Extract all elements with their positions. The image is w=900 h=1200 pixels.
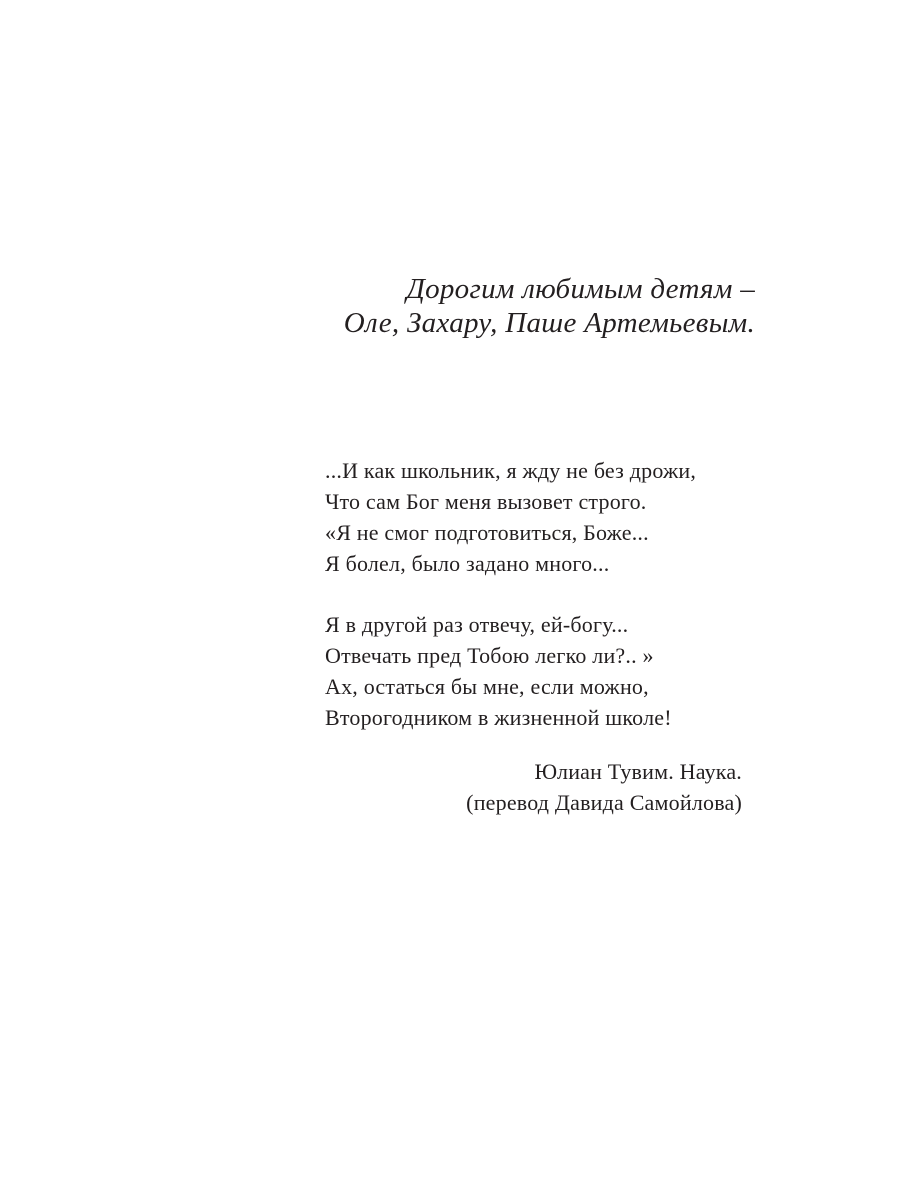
dedication bbox=[344, 272, 755, 340]
translator-credit: (перевод Давида Самойлова) bbox=[466, 790, 742, 815]
poem-stanza bbox=[325, 609, 696, 733]
poem-stanza bbox=[325, 455, 696, 579]
dedication-line: Дорогим любимым детям – bbox=[406, 273, 755, 305]
epigraph-poem bbox=[325, 455, 696, 733]
poem-line: Что сам Бог меня вызовет строго. bbox=[325, 489, 647, 514]
author-and-work: Юлиан Тувим. Наука. bbox=[534, 759, 742, 784]
poem-line: Я болел, было задано много... bbox=[325, 551, 610, 576]
poem-line: Ах, остаться бы мне, если можно, bbox=[325, 674, 649, 699]
epigraph-attribution bbox=[466, 756, 742, 818]
poem-line: Второгодником в жизненной школе! bbox=[325, 705, 672, 730]
poem-line: Отвечать пред Тобою легко ли?.. » bbox=[325, 643, 654, 668]
poem-line: «Я не смог подготовиться, Боже... bbox=[325, 520, 649, 545]
dedication-line: Оле, Захару, Паше Артемьевым. bbox=[343, 307, 755, 339]
poem-line: Я в другой раз отвечу, ей-богу... bbox=[325, 612, 629, 637]
poem-line: ...И как школьник, я жду не без дрожи, bbox=[325, 458, 697, 483]
